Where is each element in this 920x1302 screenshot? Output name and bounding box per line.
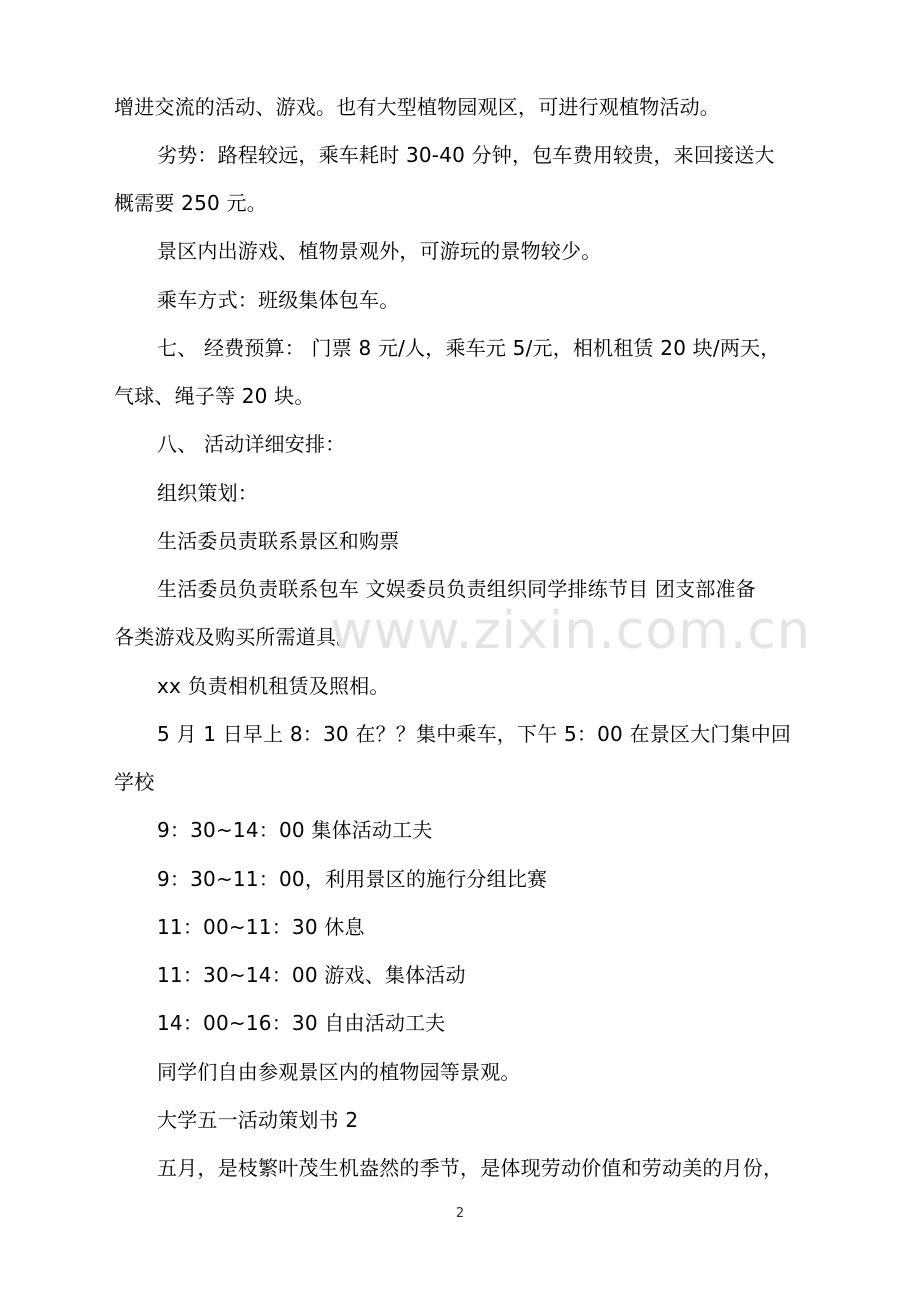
schedule-item: 11：00~11：30 休息 bbox=[157, 915, 365, 939]
section-heading: 八、 活动详细安排： bbox=[157, 432, 346, 456]
schedule-item: 11：30~14：00 游戏、集体活动 bbox=[157, 963, 466, 987]
text-line: 学校 bbox=[114, 770, 155, 794]
text-line: 生活委员责联系景区和购票 bbox=[157, 529, 400, 553]
text-line: 生活委员负责联系包车 文娱委员负责组织同学排练节目 团支部准备 bbox=[157, 577, 756, 601]
text-line: 同学们自由参观景区内的植物园等景观。 bbox=[157, 1060, 521, 1084]
text-line: 各类游戏及购买所需道具。 bbox=[114, 625, 357, 649]
watermark: www.zixin.com.cn bbox=[330, 601, 811, 661]
document-title: 大学五一活动策划书 2 bbox=[157, 1108, 359, 1132]
schedule-item: 9：30~11：00，利用景区的施行分组比赛 bbox=[157, 867, 548, 891]
text-line: 增进交流的活动、游戏。也有大型植物园观区，可进行观植物活动。 bbox=[114, 95, 720, 119]
text-line: 七、 经费预算： 门票 8 元/人，乘车元 5/元，相机租赁 20 块/两天， bbox=[157, 336, 781, 360]
text-line: 劣势：路程较远，乘车耗时 30-40 分钟，包车费用较贵，来回接送大 bbox=[157, 143, 775, 167]
text-line: 5 月 1 日早上 8：30 在？？集中乘车，下午 5：00 在景区大门集中回 bbox=[157, 722, 792, 746]
page-number: 2 bbox=[455, 1206, 465, 1221]
text-line: 景区内出游戏、植物景观外，可游玩的景物较少。 bbox=[157, 239, 602, 263]
schedule-item: 14：00~16：30 自由活动工夫 bbox=[157, 1011, 446, 1035]
text-line: xx 负责相机租赁及照相。 bbox=[157, 674, 390, 698]
text-line: 五月，是枝繁叶茂生机盎然的季节，是体现劳动价值和劳动美的月份， bbox=[157, 1156, 784, 1180]
text-line: 气球、绳子等 20 块。 bbox=[114, 384, 315, 408]
text-line: 乘车方式：班级集体包车。 bbox=[157, 288, 400, 312]
text-line: 组织策划： bbox=[157, 481, 258, 505]
schedule-item: 9：30~14：00 集体活动工夫 bbox=[157, 818, 433, 842]
text-line: 概需要 250 元。 bbox=[114, 191, 267, 215]
